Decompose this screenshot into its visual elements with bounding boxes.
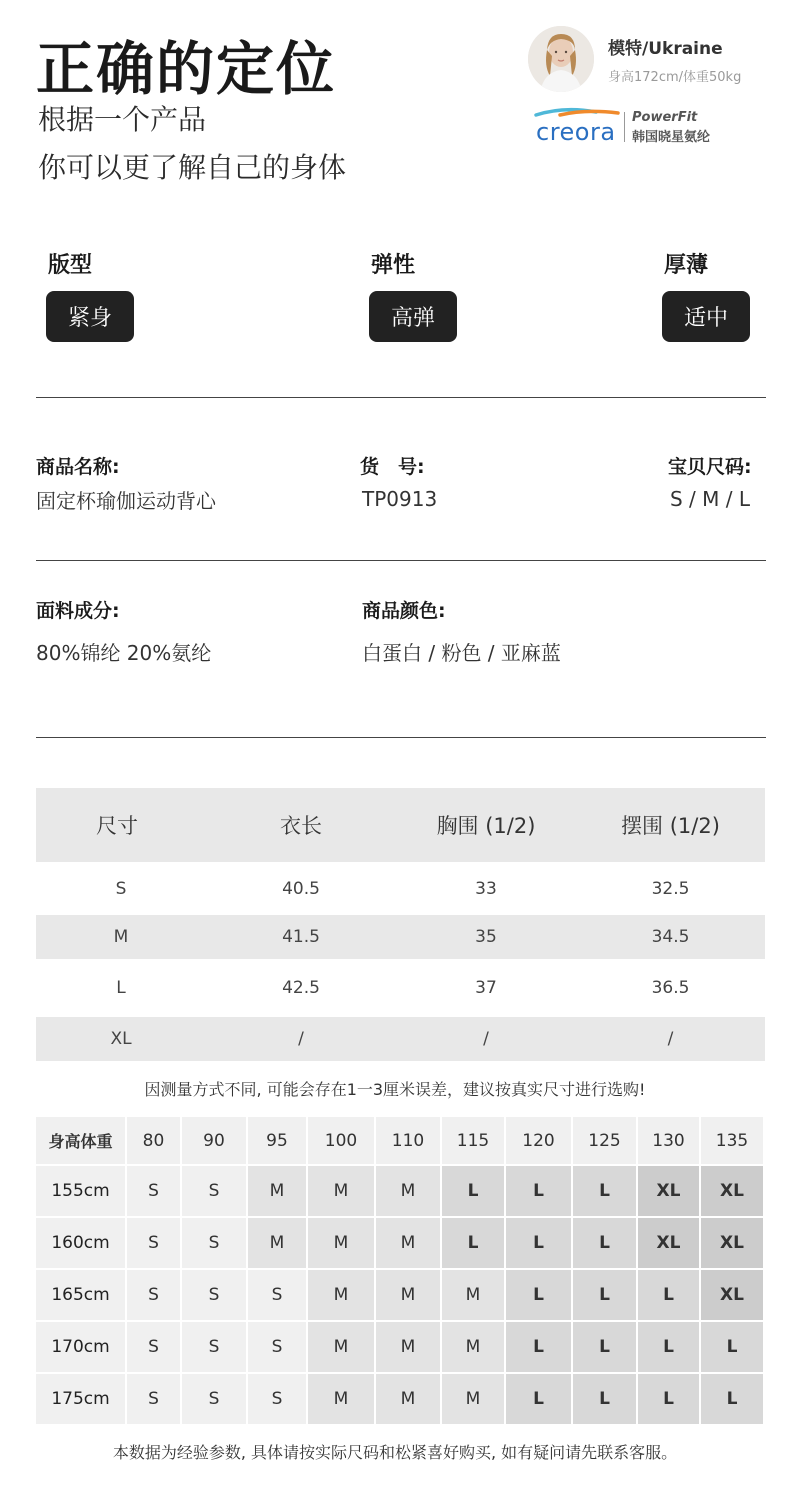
recommended-size-cell: S	[127, 1270, 182, 1322]
weight-header: 80	[127, 1117, 182, 1166]
attribute-value-pill: 紧身	[46, 291, 134, 342]
cell: 41.5	[206, 915, 396, 959]
recommended-size-cell: M	[376, 1270, 442, 1322]
subtitle-line-1: 根据一个产品	[38, 103, 207, 136]
weight-header: 100	[308, 1117, 376, 1166]
attribute-value-pill: 适中	[662, 291, 750, 342]
weight-header: 90	[182, 1117, 248, 1166]
recommended-size-cell: L	[573, 1322, 638, 1374]
corner-label: 身高体重	[36, 1117, 127, 1166]
cell: 35	[396, 915, 576, 959]
product-name-value: 固定杯瑜伽运动背心	[36, 489, 216, 513]
sizes-value: S / M / L	[670, 487, 750, 511]
subtitle-line-2: 你可以更了解自己的身体	[38, 151, 347, 184]
item-no-label: 货 号:	[360, 456, 425, 478]
recommended-size-cell: M	[248, 1218, 308, 1270]
height-label: 165cm	[36, 1270, 127, 1322]
recommended-size-cell: L	[506, 1218, 573, 1270]
recommended-size-cell: M	[308, 1374, 376, 1426]
recommended-size-cell: S	[182, 1374, 248, 1426]
weight-header: 120	[506, 1117, 573, 1166]
recommended-size-cell: L	[573, 1374, 638, 1426]
fabric-value: 80%锦纶 20%氨纶	[36, 641, 212, 665]
creora-wordmark: creora	[536, 118, 616, 146]
recommended-size-cell: S	[182, 1218, 248, 1270]
model-stats: 身高172cm/体重50kg	[608, 70, 742, 85]
recommended-size-cell: S	[127, 1322, 182, 1374]
recommended-size-cell: L	[506, 1270, 573, 1322]
table-row	[36, 1218, 765, 1270]
recommended-size-cell: L	[573, 1166, 638, 1218]
size-recommendation-table	[36, 1117, 765, 1426]
attribute-value-pill: 高弹	[369, 291, 457, 342]
color-label: 商品颜色:	[362, 600, 446, 622]
recommended-size-cell: M	[248, 1166, 308, 1218]
recommended-size-cell: S	[248, 1374, 308, 1426]
recommended-size-cell: L	[506, 1166, 573, 1218]
divider	[36, 560, 766, 561]
recommended-size-cell: L	[573, 1218, 638, 1270]
recommended-size-cell: L	[638, 1374, 701, 1426]
header-size: 尺寸	[36, 788, 206, 862]
height-label: 160cm	[36, 1218, 127, 1270]
model-name: 模特/Ukraine	[608, 39, 723, 59]
cell: S	[36, 862, 206, 915]
recommended-size-cell: M	[308, 1322, 376, 1374]
cell: XL	[36, 1017, 206, 1061]
attribute-fit	[48, 248, 134, 342]
recommended-size-cell: L	[442, 1218, 506, 1270]
cell: /	[206, 1017, 396, 1061]
brand-divider	[624, 112, 625, 142]
table-row	[36, 1166, 765, 1218]
attribute-elasticity	[371, 248, 457, 342]
cell: 36.5	[576, 959, 765, 1017]
recommended-size-cell: M	[442, 1270, 506, 1322]
recommended-size-cell: L	[701, 1322, 765, 1374]
size-table-header	[36, 788, 765, 862]
recommended-size-cell: S	[248, 1270, 308, 1322]
cell: 37	[396, 959, 576, 1017]
table-row	[36, 1270, 765, 1322]
recommended-size-cell: S	[127, 1374, 182, 1426]
attribute-label: 弹性	[371, 253, 416, 278]
divider	[36, 737, 766, 738]
recommended-size-cell: XL	[701, 1218, 765, 1270]
divider	[36, 397, 766, 398]
cell: 34.5	[576, 915, 765, 959]
brand-logo	[534, 106, 764, 150]
attribute-label: 版型	[48, 253, 93, 278]
recommended-size-cell: M	[442, 1322, 506, 1374]
weight-header: 125	[573, 1117, 638, 1166]
recommended-size-cell: L	[701, 1374, 765, 1426]
recommended-size-cell: XL	[701, 1166, 765, 1218]
brand-cn-name: 韩国晓星氨纶	[632, 130, 711, 145]
recommended-size-cell: M	[376, 1322, 442, 1374]
fabric-label: 面料成分:	[36, 600, 120, 622]
table-row	[36, 959, 765, 1017]
recommended-size-cell: L	[573, 1270, 638, 1322]
model-photo-icon	[528, 26, 594, 92]
cell: /	[576, 1017, 765, 1061]
weight-header: 135	[701, 1117, 765, 1166]
footer-note: 本数据为经验参数, 具体请按实际尺码和松紧喜好购买, 如有疑问请先联系客服。	[112, 1443, 678, 1462]
recommended-size-cell: M	[376, 1218, 442, 1270]
header-length: 衣长	[206, 788, 396, 862]
attribute-thickness	[664, 248, 750, 342]
recommended-size-cell: XL	[701, 1270, 765, 1322]
brand-tagline: PowerFit	[632, 110, 698, 125]
recommended-size-cell: L	[506, 1374, 573, 1426]
recommended-size-cell: XL	[638, 1166, 701, 1218]
recommended-size-cell: M	[442, 1374, 506, 1426]
attribute-label: 厚薄	[664, 253, 709, 278]
model-info	[528, 26, 768, 96]
cell: M	[36, 915, 206, 959]
recommended-size-cell: L	[638, 1270, 701, 1322]
recommended-size-cell: L	[442, 1166, 506, 1218]
table-row	[36, 862, 765, 915]
cell: 42.5	[206, 959, 396, 1017]
recommended-size-cell: L	[638, 1322, 701, 1374]
cell: L	[36, 959, 206, 1017]
recommended-size-cell: M	[376, 1166, 442, 1218]
recommended-size-cell: M	[308, 1218, 376, 1270]
measurement-note: 因测量方式不同, 可能会存在1一3厘米误差，建议按真实尺寸进行选购!	[144, 1080, 646, 1099]
recommended-size-cell: S	[127, 1218, 182, 1270]
cell: 32.5	[576, 862, 765, 915]
header-hem: 摆围 (1/2)	[576, 788, 765, 862]
recommended-size-cell: S	[182, 1166, 248, 1218]
recommended-size-cell: XL	[638, 1218, 701, 1270]
header-bust: 胸围 (1/2)	[396, 788, 576, 862]
recommended-size-cell: S	[127, 1166, 182, 1218]
recommended-size-cell: S	[182, 1322, 248, 1374]
sizes-label: 宝贝尺码:	[668, 456, 752, 478]
rec-table-header	[36, 1117, 765, 1166]
height-label: 170cm	[36, 1322, 127, 1374]
page-title: 正确的定位	[36, 35, 337, 103]
cell: 33	[396, 862, 576, 915]
weight-header: 110	[376, 1117, 442, 1166]
product-name-label: 商品名称:	[36, 456, 120, 478]
cell: /	[396, 1017, 576, 1061]
table-row	[36, 915, 765, 959]
item-no-value: TP0913	[362, 487, 438, 511]
weight-header: 95	[248, 1117, 308, 1166]
weight-header: 115	[442, 1117, 506, 1166]
recommended-size-cell: M	[308, 1166, 376, 1218]
table-row	[36, 1017, 765, 1061]
weight-header: 130	[638, 1117, 701, 1166]
size-table	[36, 788, 765, 1061]
color-value: 白蛋白 / 粉色 / 亚麻蓝	[362, 641, 561, 665]
height-label: 175cm	[36, 1374, 127, 1426]
recommended-size-cell: M	[376, 1374, 442, 1426]
recommended-size-cell: S	[248, 1322, 308, 1374]
recommended-size-cell: M	[308, 1270, 376, 1322]
table-row	[36, 1322, 765, 1374]
cell: 40.5	[206, 862, 396, 915]
recommended-size-cell: S	[182, 1270, 248, 1322]
height-label: 155cm	[36, 1166, 127, 1218]
table-row	[36, 1374, 765, 1426]
recommended-size-cell: L	[506, 1322, 573, 1374]
model-avatar	[528, 26, 594, 92]
